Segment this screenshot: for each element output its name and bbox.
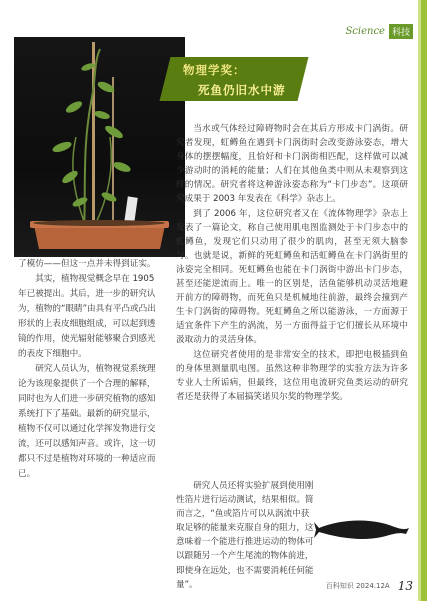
paragraph: 到了 2006 年，这位研究者又在《流体物理学》杂志上发表了一篇论文，称自己使用肌电图监测处于卡门步态中的虹鳟鱼，发现它们只动用了很少的肌肉，甚至无须大脑参与。也就是说，新鲜的死虹鳟鱼和活虹鳟鱼在卡门涡街里的泳姿完全相同。死虹鳟鱼也能在卡门涡街中游出卡门步态，甚至还能逆流而上。唯一的区别是，活鱼能够机动灵活地避开前方的障碍物，而死鱼只是机械地往前游，最终会撞到产生卡门涡街的障碍物。死虹鳟鱼之所以能游泳，一方面源于适宜条件下产生的涡流，另一方面得益于它们擅长从环境中汲取动力的灵活身体。 — [176, 208, 408, 346]
page-footer — [326, 579, 413, 593]
plant-illustration — [14, 37, 185, 257]
section-label-cn: 科技 — [389, 24, 413, 39]
section-tag — [345, 24, 413, 39]
heading-category: 物理学奖： — [183, 63, 246, 77]
paragraph: 研究人员还将实验扩展到使用刚性箔片进行运动测试，结果相似。简而言之，“鱼或箔片可以从涡流中获取足够的能量来克服自身的阻力，这意味着一个能进行推进运动的物体可以跟随另一个产生尾流的物体前进，即使身在远处，也不需要消耗任何能量”。 — [176, 481, 314, 590]
page-number: 13 — [397, 579, 413, 593]
section-label-en: Science — [345, 26, 385, 37]
bamboo-stake — [112, 77, 114, 227]
flower-pot — [34, 225, 165, 249]
fish-icon — [314, 498, 414, 558]
plant-photo — [14, 37, 185, 257]
paragraph: 当水或气体经过障碍物时会在其后方形成卡门涡街。研究者发现，虹鳟鱼在遇到卡门涡街时会改变游泳姿态，增大身体的摆摆幅度，且恰好和卡门涡街相匹配，这样做可以减少游动时的消耗的能量；人们在其他鱼类中则从未观察到这样的情况。研究者将这种游泳姿态称为“卡门步态”。这项研究成果于 2003 年发表在《科学》杂志上。 — [176, 124, 408, 205]
plant-label-card — [124, 196, 138, 223]
narrow-column-text — [176, 479, 316, 592]
magazine-issue: 百科知识 2024.12A — [325, 582, 390, 590]
article-heading-banner — [165, 57, 303, 101]
left-column-text — [18, 257, 158, 482]
page-edge-accent — [418, 0, 427, 601]
paragraph: 这位研究者使用的是非常安全的技术，即把电极插到鱼的身体里测量肌电图。虽然这种非物理学的实验方法为许多专业人士所诟病，但最终，这位用电流研究鱼类运动的研究者还是获得了本届搞笑诺贝尔奖的物理学奖。 — [176, 349, 408, 402]
heading-title: 死鱼仍旧水中游 — [198, 83, 286, 97]
paragraph: 研究人员认为，植物视觉系统理论为该现象提供了一个合理的解释，同时也为人们进一步研究植物的感知系统打下了基础。最新的研究显示，植物不仅可以通过化学挥发物进行交流，还可以感知声音。或许，这一切都只不过是植物对环境的一种适应而已。 — [18, 364, 156, 479]
main-column-text — [176, 122, 408, 404]
trout-illustration — [314, 498, 414, 558]
paragraph: 了模仿——但这一点并未得到证实。 — [18, 259, 156, 269]
paragraph: 其实，植物视觉概念早在 1905 年已被提出。其后，进一步的研究认为，植物的“眼睛”由具有平凸或凸出形状的上表皮细胞组成，可以起到透镜的作用，使光辐射能够聚合到感光的表皮下细胞中。 — [18, 274, 156, 359]
